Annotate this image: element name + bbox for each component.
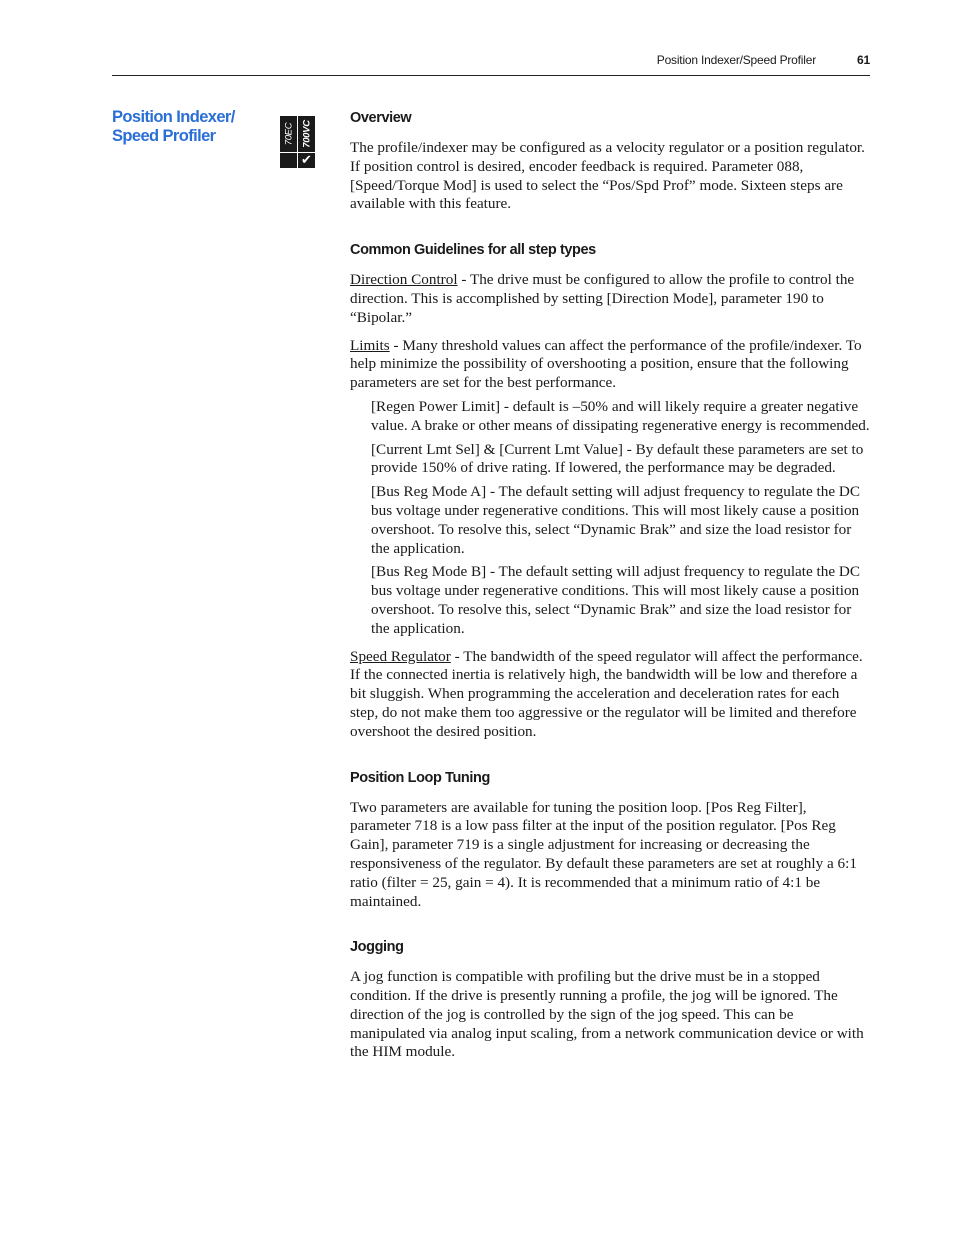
- main-content: [350, 109, 870, 1062]
- badge-empty-cell: [280, 152, 297, 168]
- limits-paragraph: Limits - Many threshold values can affect the performance of the profile/indexer. To help minimize the possibility of overshooting a position, ensure that the following parameters are set for the best performance.: [350, 336, 862, 392]
- section-title: [112, 108, 272, 146]
- running-title: Position Indexer/Speed Profiler: [656, 53, 816, 67]
- position-loop-paragraph: Two parameters are available for tuning the position loop. [Pos Reg Filter], parameter 718 is a low pass filter at the input of the position regulator. [Pos Reg Gain], parameter 719 is a single adjustment for increasing or decreasing the responsiveness of the regulator. By default these parameters are set at roughly a 6:1 ratio (filter = 25, gain = 4). It is recommended that a minimum ratio of 4:1 be maintained.: [350, 798, 857, 910]
- badge-column-700vc: [297, 116, 315, 168]
- overview-heading: Overview: [350, 110, 412, 126]
- guidelines-heading: Common Guidelines for all step types: [350, 242, 596, 259]
- position-loop-heading: Position Loop Tuning: [350, 769, 490, 786]
- section-title-line1: Position Indexer/: [112, 108, 235, 126]
- list-item: [Bus Reg Mode B] - The default setting will adjust frequency to regulate the DC bus voltage under regenerative conditions. This will most likely cause a position overshoot. To resolve this, select “Dynamic Brak” and size the load resistor for the application.: [371, 563, 860, 637]
- drive-applicability-badge: [280, 116, 315, 168]
- running-header: [112, 52, 870, 68]
- badge-label-70ec: 70EC: [283, 122, 294, 146]
- list-item: [Bus Reg Mode A] - The default setting will adjust frequency to regulate the DC bus voltage under regenerative conditions. This will most likely cause a position overshoot. To resolve this, select “Dynamic Brak” and size the load resistor for the application.: [371, 483, 860, 557]
- direction-control-term: Direction Control: [350, 271, 458, 289]
- speed-regulator-term: Speed Regulator: [350, 647, 451, 665]
- jogging-heading: Jogging: [350, 939, 404, 956]
- badge-label-700vc: 700VC: [301, 120, 312, 148]
- list-item: [Current Lmt Sel] & [Current Lmt Value] - By default these parameters are set to provide 150% of drive rating. If lowered, the performance may be degraded.: [371, 440, 864, 477]
- overview-paragraph: The profile/indexer may be configured as a velocity regulator or a position regulator. If position control is desired, encoder feedback is required. Parameter 088, [Speed/Torque Mod] is used to select the “Pos/Spd Prof” mode. Sixteen steps are available with this feature.: [350, 139, 865, 213]
- list-item: [Regen Power Limit] - default is –50% and will likely require a greater negative value. A brake or other means of dissipating regenerative energy is recommended.: [371, 397, 870, 434]
- direction-control-paragraph: Direction Control - The drive must be configured to allow the profile to control the direction. This is accomplished by setting [Direction Mode], parameter 190 to “Bipolar.”: [350, 271, 855, 326]
- badge-column-70ec: [280, 116, 297, 168]
- page-number: 61: [857, 53, 870, 67]
- section-title-line2: Speed Profiler: [112, 127, 216, 145]
- speed-regulator-paragraph: Speed Regulator - The bandwidth of the speed regulator will affect the performance. If the connected inertia is relatively high, the bandwidth will be low and therefore a bit sluggish. When programming the acceleration and deceleration rates for each step, do not make them too aggressive or the regulator will be limited and therefore overshoot the desired position.: [350, 647, 863, 740]
- limits-term: Limits: [350, 336, 390, 354]
- jogging-paragraph: A jog function is compatible with profiling but the drive must be in a stopped condition. If the drive is presently running a profile, the jog will be ignored. The direction of the jog is controlled by the sign of the jog speed. This can be manipulated via analog input scaling, from a network communication device or with the HIM module.: [350, 968, 864, 1061]
- checkmark-icon: ✔: [298, 152, 315, 168]
- header-rule: [112, 75, 870, 76]
